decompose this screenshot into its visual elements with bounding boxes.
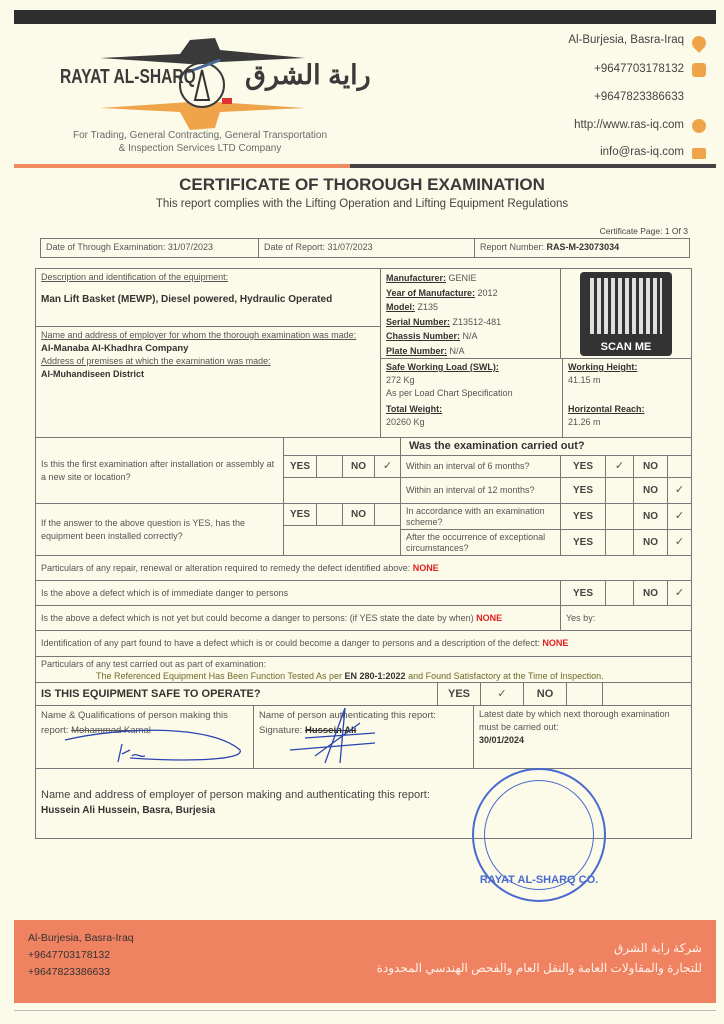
first-exam-no[interactable]: NO	[342, 455, 375, 478]
immediate-yes-box[interactable]	[605, 580, 634, 606]
next-exam-value: 30/01/2024	[479, 735, 525, 745]
stamp-text: RAYAT AL-SHARQ CO.	[479, 874, 599, 886]
serial-value: Z13512-481	[452, 316, 502, 327]
report-number-label: Report Number:	[480, 242, 545, 252]
interval-6-yes[interactable]: YES	[560, 455, 606, 478]
carried-out-title: Was the examination carried out?	[400, 437, 692, 456]
plate-label: Plate Number:	[386, 345, 448, 356]
report-maker-label: Name & Qualifications of person making this report:	[41, 710, 228, 736]
scheme-no[interactable]: NO	[633, 503, 668, 530]
future-danger-label: Is the above a defect which is not yet but could become a danger to persons: (if YES state the date by when)	[41, 612, 474, 623]
footer-arabic	[377, 938, 702, 978]
installed-yes[interactable]: YES	[283, 503, 317, 526]
interval-12-yes[interactable]: YES	[560, 477, 606, 504]
test-standard: EN 280-1:2022	[344, 670, 406, 681]
safe-no[interactable]: NO	[523, 682, 567, 706]
interval-12-months: Within an interval of 12 months?	[400, 477, 561, 504]
brand-name-en: RAYAT AL-SHARQ	[60, 66, 196, 88]
authenticator-signature	[285, 708, 395, 768]
report-number-value: RAS-M-23073034	[546, 242, 620, 252]
repair-label: Particulars of any repair, renewal or alteration required to remedy the defect identified above:	[41, 562, 411, 573]
interval-6-no[interactable]: NO	[633, 455, 668, 478]
exceptional-no[interactable]: NO	[633, 529, 668, 556]
phone-icon	[692, 63, 706, 77]
contact-website[interactable]: http://www.ras-iq.com	[574, 119, 684, 131]
blank-cell	[283, 477, 401, 504]
safe-no-box[interactable]	[566, 682, 603, 706]
year-label: Year of Manufacture:	[386, 287, 476, 298]
first-exam-question	[35, 437, 284, 504]
manufacturer-label: Manufacturer:	[386, 273, 447, 283]
blank-cell	[283, 437, 401, 456]
manufacturer-value: GENIE	[448, 273, 477, 283]
safe-to-operate-question: IS THIS EQUIPMENT SAFE TO OPERATE?	[35, 682, 438, 706]
authenticator-value: Hussein Ali	[304, 725, 357, 736]
first-exam-no-check[interactable]: ✓	[374, 455, 401, 478]
maker-signature	[60, 722, 250, 767]
first-exam-text: Is this the first examination after installation or assembly at a new site or location?	[41, 458, 275, 482]
swl-label: Safe Working Load (SWL):	[386, 362, 499, 372]
year-value: 2012	[477, 287, 498, 298]
first-exam-yes-box[interactable]	[316, 455, 343, 478]
identification-label: Identification of any part found to have a defect which is or could become a danger to persons and a description of the defect:	[41, 638, 540, 648]
swl-cell	[380, 358, 563, 438]
report-date-cell	[258, 238, 475, 258]
scheme-yes[interactable]: YES	[560, 503, 606, 530]
immediate-danger-question: Is the above a defect which is of immediate danger to persons	[35, 580, 561, 606]
installed-correctly-question	[35, 503, 284, 556]
interval-6-months: Within an interval of 6 months?	[400, 455, 561, 478]
working-height-label: Working Height:	[568, 362, 638, 372]
employer-of-person-value: Hussein Ali Hussein, Basra, Burjesia	[41, 805, 216, 816]
page-subtitle: This report complies with the Lifting Operation and Lifting Equipment Regulations	[155, 198, 569, 210]
yes-by-field[interactable]: Yes by:	[560, 605, 692, 631]
contact-address: Al-Burjesia, Basra-Iraq	[568, 34, 684, 46]
test-label: Particulars of any test carried out as part of examination:	[41, 659, 267, 669]
divider-orange	[14, 164, 350, 168]
installed-no[interactable]: NO	[342, 503, 375, 526]
repair-value: NONE	[412, 562, 439, 573]
footer-address: Al-Burjesia, Basra-Iraq	[28, 932, 134, 944]
exceptional-circumstances: After the occurrence of exceptional circumstances?	[400, 529, 561, 556]
divider-dark	[350, 164, 716, 168]
report-date-value: 31/07/2023	[327, 242, 373, 252]
safe-yes[interactable]: YES	[437, 682, 481, 706]
swl-note: As per Load Chart Specification	[386, 388, 513, 398]
horizontal-reach-value: 21.26 m	[568, 417, 601, 427]
interval-12-yes-box[interactable]	[605, 477, 634, 504]
footer-contact	[28, 930, 134, 981]
height-reach-cell	[562, 358, 692, 438]
interval-12-no[interactable]: NO	[633, 477, 668, 504]
serial-label: Serial Number:	[386, 316, 451, 327]
certificate-page-number: Certificate Page: 1 Of 3	[599, 226, 688, 236]
employer-label: Name and address of employer for whom the thorough examination was made:	[41, 330, 357, 340]
blank-cell	[283, 525, 401, 556]
identification-value: NONE	[542, 638, 569, 648]
safe-yes-check[interactable]: ✓	[480, 682, 524, 706]
plate-value: N/A	[449, 345, 465, 356]
page-title: CERTIFICATE OF THOROUGH EXAMINATION	[179, 175, 545, 194]
interval-6-no-box[interactable]	[667, 455, 692, 478]
chassis-label: Chassis Number:	[386, 331, 461, 341]
brand-name-ar: راية الشرق	[245, 60, 371, 90]
scheme-yes-box[interactable]	[605, 503, 634, 530]
swl-value: 272 Kg	[386, 375, 415, 385]
premises-value: Al-Muhandiseen District	[41, 369, 145, 379]
model-label: Model:	[386, 302, 415, 312]
scheme-no-check[interactable]: ✓	[667, 503, 692, 530]
contact-phone-1: +9647703178132	[594, 63, 684, 75]
scan-me-label: SCAN ME	[600, 341, 652, 353]
immediate-no[interactable]: NO	[633, 580, 668, 606]
first-exam-yes[interactable]: YES	[283, 455, 317, 478]
blank-cell	[602, 682, 692, 706]
footer-phone-1: +9647703178132	[28, 949, 111, 961]
qr-code[interactable]	[580, 272, 672, 356]
examination-scheme: In accordance with an examination scheme?	[400, 503, 561, 530]
tagline	[40, 129, 360, 155]
immediate-yes[interactable]: YES	[560, 580, 606, 606]
tagline-line-1: For Trading, General Contracting, General Transportation	[72, 130, 328, 141]
exceptional-yes[interactable]: YES	[560, 529, 606, 556]
footer-arabic-desc: للتجارة والمقاولات العامة والنقل العام والفحص الهندسي المحدودة	[376, 961, 702, 975]
next-exam-label: Latest date by which next thorough examination must be carried out:	[479, 709, 670, 732]
immediate-no-check[interactable]: ✓	[667, 580, 692, 606]
employer-of-person-label: Name and address of employer of person making and authenticating this report:	[41, 789, 430, 801]
interval-6-yes-check[interactable]: ✓	[605, 455, 634, 478]
signature-label: Signature:	[259, 725, 303, 736]
future-danger-value: NONE	[476, 612, 503, 623]
installed-yes-box[interactable]	[316, 503, 343, 526]
exam-date-cell	[40, 238, 259, 258]
chassis-value: N/A	[462, 331, 478, 341]
tagline-line-2: & Inspection Services LTD Company	[118, 143, 282, 154]
contact-email[interactable]: info@ras-iq.com	[600, 146, 684, 158]
employer-value: Al-Manaba Al-Khadhra Company	[41, 343, 189, 354]
next-exam-cell	[473, 705, 692, 769]
repair-row	[35, 555, 692, 581]
exam-date-label: Date of Through Examination:	[46, 242, 166, 252]
footer-arabic-name: شركة راية الشرق	[613, 941, 702, 955]
equipment-description-value: Man Lift Basket (MEWP), Diesel powered, Hydraulic Operated	[41, 294, 333, 305]
future-danger-row	[35, 605, 561, 631]
contact-phone-2: +9647823386633	[594, 91, 684, 103]
footer-phone-2: +9647823386633	[28, 966, 111, 978]
equipment-description-label: Description and identification of the equipment:	[41, 272, 229, 282]
report-date-label: Date of Report:	[264, 242, 326, 252]
exceptional-yes-box[interactable]	[605, 529, 634, 556]
weight-value: 20260 Kg	[386, 417, 425, 427]
premises-label: Address of premises at which the examination was made:	[41, 356, 271, 366]
working-height-value: 41.15 m	[568, 375, 601, 385]
equipment-specs-cell	[380, 268, 561, 359]
interval-12-no-check[interactable]: ✓	[667, 477, 692, 504]
report-maker-value: Mohammad Kamal	[71, 725, 151, 736]
equipment-description-cell	[35, 268, 381, 327]
envelope-icon	[692, 148, 706, 159]
location-pin-icon	[689, 33, 709, 53]
header-bar	[14, 10, 716, 24]
test-row	[35, 656, 692, 683]
globe-icon	[692, 119, 706, 133]
exam-date-value: 31/07/2023	[167, 242, 213, 252]
exceptional-no-check[interactable]: ✓	[667, 529, 692, 556]
installed-no-box[interactable]	[374, 503, 401, 526]
authenticator-label: Name of person authenticating this report:	[259, 710, 436, 721]
horizontal-reach-label: Horizontal Reach:	[568, 404, 645, 414]
report-number-cell	[474, 238, 690, 258]
identification-row	[35, 630, 692, 657]
test-text-post: and Found Satisfactory at the Time of Inspection.	[408, 670, 604, 681]
bottom-divider	[14, 1010, 716, 1011]
test-text-pre: The Referenced Equipment Has Been Function Tested As per	[96, 670, 342, 681]
model-value: Z135	[417, 302, 439, 312]
installed-correctly-text: If the answer to the above question is YES, has the equipment been installed correctly?	[41, 517, 245, 541]
company-stamp	[472, 768, 606, 902]
weight-label: Total Weight:	[386, 404, 443, 414]
employer-cell	[35, 326, 381, 438]
